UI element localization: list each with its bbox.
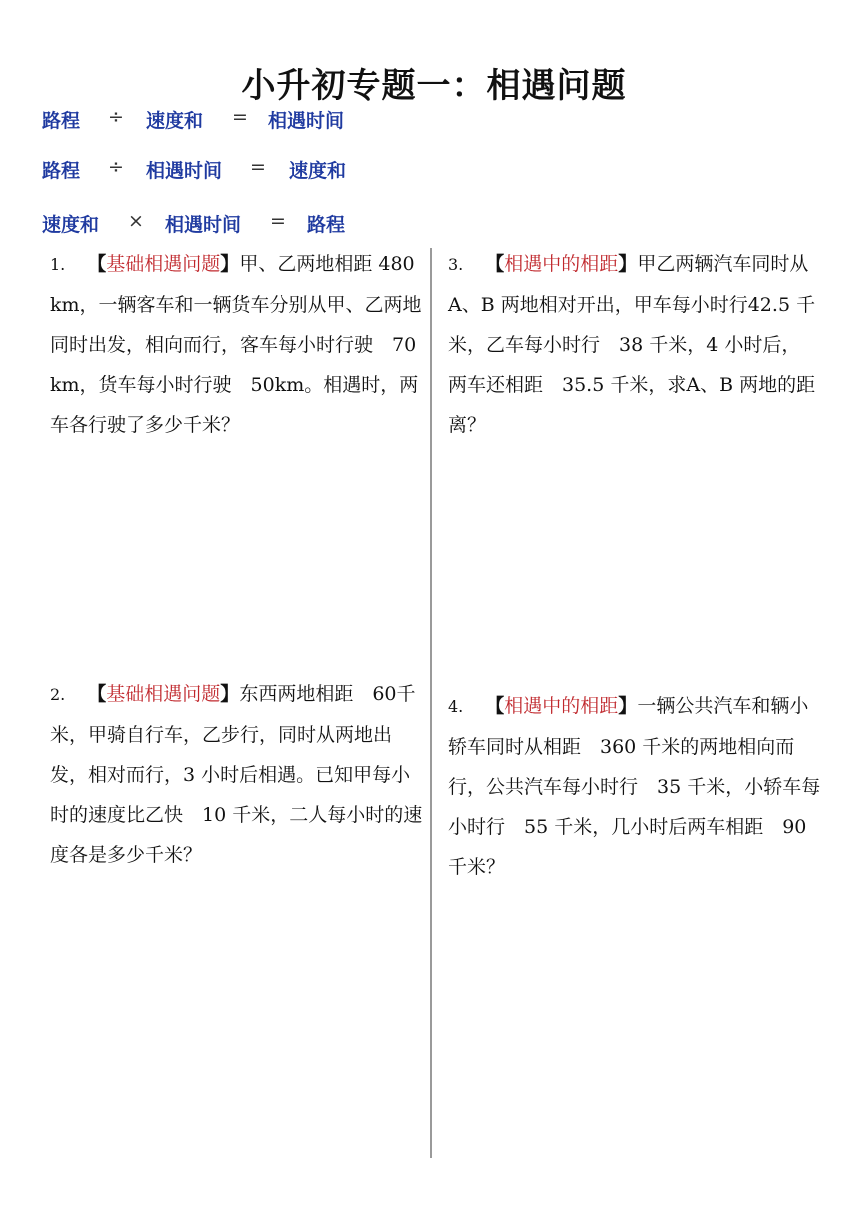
formula-term: 速度和 xyxy=(146,110,204,132)
problem-number: 3. xyxy=(448,255,464,274)
bracket-close: 】 xyxy=(618,695,638,717)
problem-number: 1. xyxy=(50,255,66,274)
problem-text: 甲乙两辆汽车同时从 A、B 两地相对开出，甲车每小时行42.5 千米，乙车每小时行 38 千米，4 小时后， 两车还相距 35.5 千米，求A、B 两地的距离？ xyxy=(448,253,816,436)
equals-operator: = xyxy=(232,106,248,128)
formula-term: 相遇时间 xyxy=(146,160,223,182)
formula-term: 速度和 xyxy=(42,214,100,236)
bracket-open: 【 xyxy=(485,695,505,717)
problem-number: 2. xyxy=(50,685,66,704)
bracket-open: 【 xyxy=(485,253,505,275)
problem-tag: 基础相遇问题 xyxy=(106,683,221,705)
equals-operator: = xyxy=(250,156,266,178)
problem-1 xyxy=(50,244,425,445)
formula-term: 路程 xyxy=(42,160,81,182)
problem-number: 4. xyxy=(448,697,464,716)
formula-term: 路程 xyxy=(42,110,81,132)
problem-tag: 相遇中的相距 xyxy=(504,695,619,717)
formula-term: 相遇时间 xyxy=(268,110,345,132)
page-title: 小升初专题一：相遇问题 xyxy=(241,66,627,106)
bracket-close: 】 xyxy=(618,253,638,275)
bracket-open: 【 xyxy=(87,253,107,275)
divide-operator: ÷ xyxy=(108,106,124,128)
problem-text: 东西两地相距 60千米，甲骑自行车，乙步行，同时从两地出发，相对而行，3 小时后相遇。已知甲每小时的速度比乙快 10 千米，二人每小时的速度各是多少千米？ xyxy=(50,683,423,866)
problem-4 xyxy=(448,686,823,887)
problem-text: 甲、乙两地相距 480km，一辆客车和一辆货车分别从甲、乙两地同时出发，相向而行，客车每小时行驶 70km，货车每小时行驶 50km。相遇时，两车各行驶了多少千米？ xyxy=(50,253,422,436)
formula-term: 相遇时间 xyxy=(165,214,242,236)
bracket-close: 】 xyxy=(220,253,240,275)
problem-tag: 基础相遇问题 xyxy=(106,253,221,275)
problem-text: 一辆公共汽车和辆小轿车同时从相距 360 千米的两地相向而行，公共汽车每小时行 35 千米，小轿车每小时行 55 千米，几小时后两车相距 90千米？ xyxy=(448,695,821,878)
bracket-close: 】 xyxy=(220,683,240,705)
multiply-operator: × xyxy=(128,210,144,232)
problem-tag: 相遇中的相距 xyxy=(504,253,619,275)
problem-3 xyxy=(448,244,823,445)
column-divider xyxy=(430,248,432,1158)
divide-operator: ÷ xyxy=(108,156,124,178)
formula-term: 速度和 xyxy=(289,160,347,182)
bracket-open: 【 xyxy=(87,683,107,705)
problem-2 xyxy=(50,674,425,875)
formula-term: 路程 xyxy=(307,214,346,236)
equals-operator: = xyxy=(270,210,286,232)
